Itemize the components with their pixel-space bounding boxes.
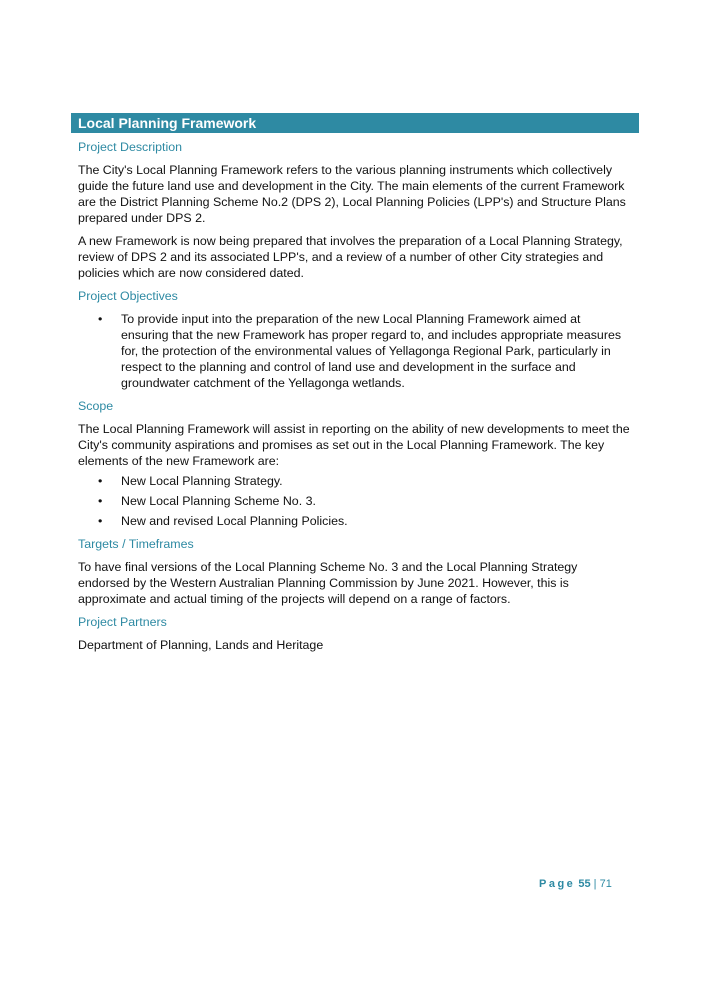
page-separator: | xyxy=(593,878,597,890)
scope-list xyxy=(78,473,630,529)
bullet-icon: • xyxy=(98,514,103,528)
page-footer xyxy=(539,877,612,891)
bullet-icon: • xyxy=(98,312,103,326)
list-item xyxy=(78,311,630,391)
objectives-list xyxy=(78,311,630,391)
scope-paragraph: The Local Planning Framework will assist in reporting on the ability of new developments to meet the City's community aspirations and promises as set out in the Local Planning Framework. The key elements of the new Framework are: xyxy=(78,422,630,468)
page-number: 55 xyxy=(578,878,591,890)
scope-heading: Scope xyxy=(78,399,114,413)
project-partners-heading: Project Partners xyxy=(78,615,167,629)
scope-item-text: New and revised Local Planning Policies. xyxy=(121,514,348,528)
objective-text: To provide input into the preparation of the new Local Planning Framework aimed at ensuring that the new Framework has proper regard to, and includes appropriate measures for, the protection of the environmental values of Yellagonga Regional Park, particularly in respect to the planning and control of land use and development in the surface and groundwater catchment of the Yellagonga wetlands. xyxy=(121,312,622,390)
targets-paragraph: To have final versions of the Local Planning Scheme No. 3 and the Local Planning Strategy endorsed by the Western Australian Planning Commission by June 2021. However, this is approximate and actual timing of the projects will depend on a range of factors. xyxy=(78,560,578,606)
bullet-icon: • xyxy=(98,494,103,508)
project-description-heading: Project Description xyxy=(78,140,182,154)
list-item xyxy=(78,473,630,489)
scope-item-text: New Local Planning Strategy. xyxy=(121,474,283,488)
project-objectives-heading: Project Objectives xyxy=(78,289,178,303)
page-content xyxy=(78,139,630,660)
list-item xyxy=(78,493,630,509)
targets-timeframes-heading: Targets / Timeframes xyxy=(78,537,194,551)
bullet-icon: • xyxy=(98,474,103,488)
description-paragraph-2: A new Framework is now being prepared that involves the preparation of a Local Planning Strategy, review of DPS 2 and its associated LPP's, and a review of a number of other City strategies and policies which are now considered dated. xyxy=(78,234,623,280)
list-item xyxy=(78,513,630,529)
partners-paragraph: Department of Planning, Lands and Heritage xyxy=(78,638,324,652)
total-pages: 71 xyxy=(599,878,612,890)
description-paragraph-1: The City's Local Planning Framework refers to the various planning instruments which collectively guide the future land use and development in the City. The main elements of the current Framework are the District Planning Scheme No.2 (DPS 2), Local Planning Policies (LPP's) and Structure Plans prepared under DPS 2. xyxy=(78,163,626,225)
section-title-banner: Local Planning Framework xyxy=(71,113,639,133)
scope-item-text: New Local Planning Scheme No. 3. xyxy=(121,494,316,508)
page-label: Page xyxy=(539,878,576,890)
